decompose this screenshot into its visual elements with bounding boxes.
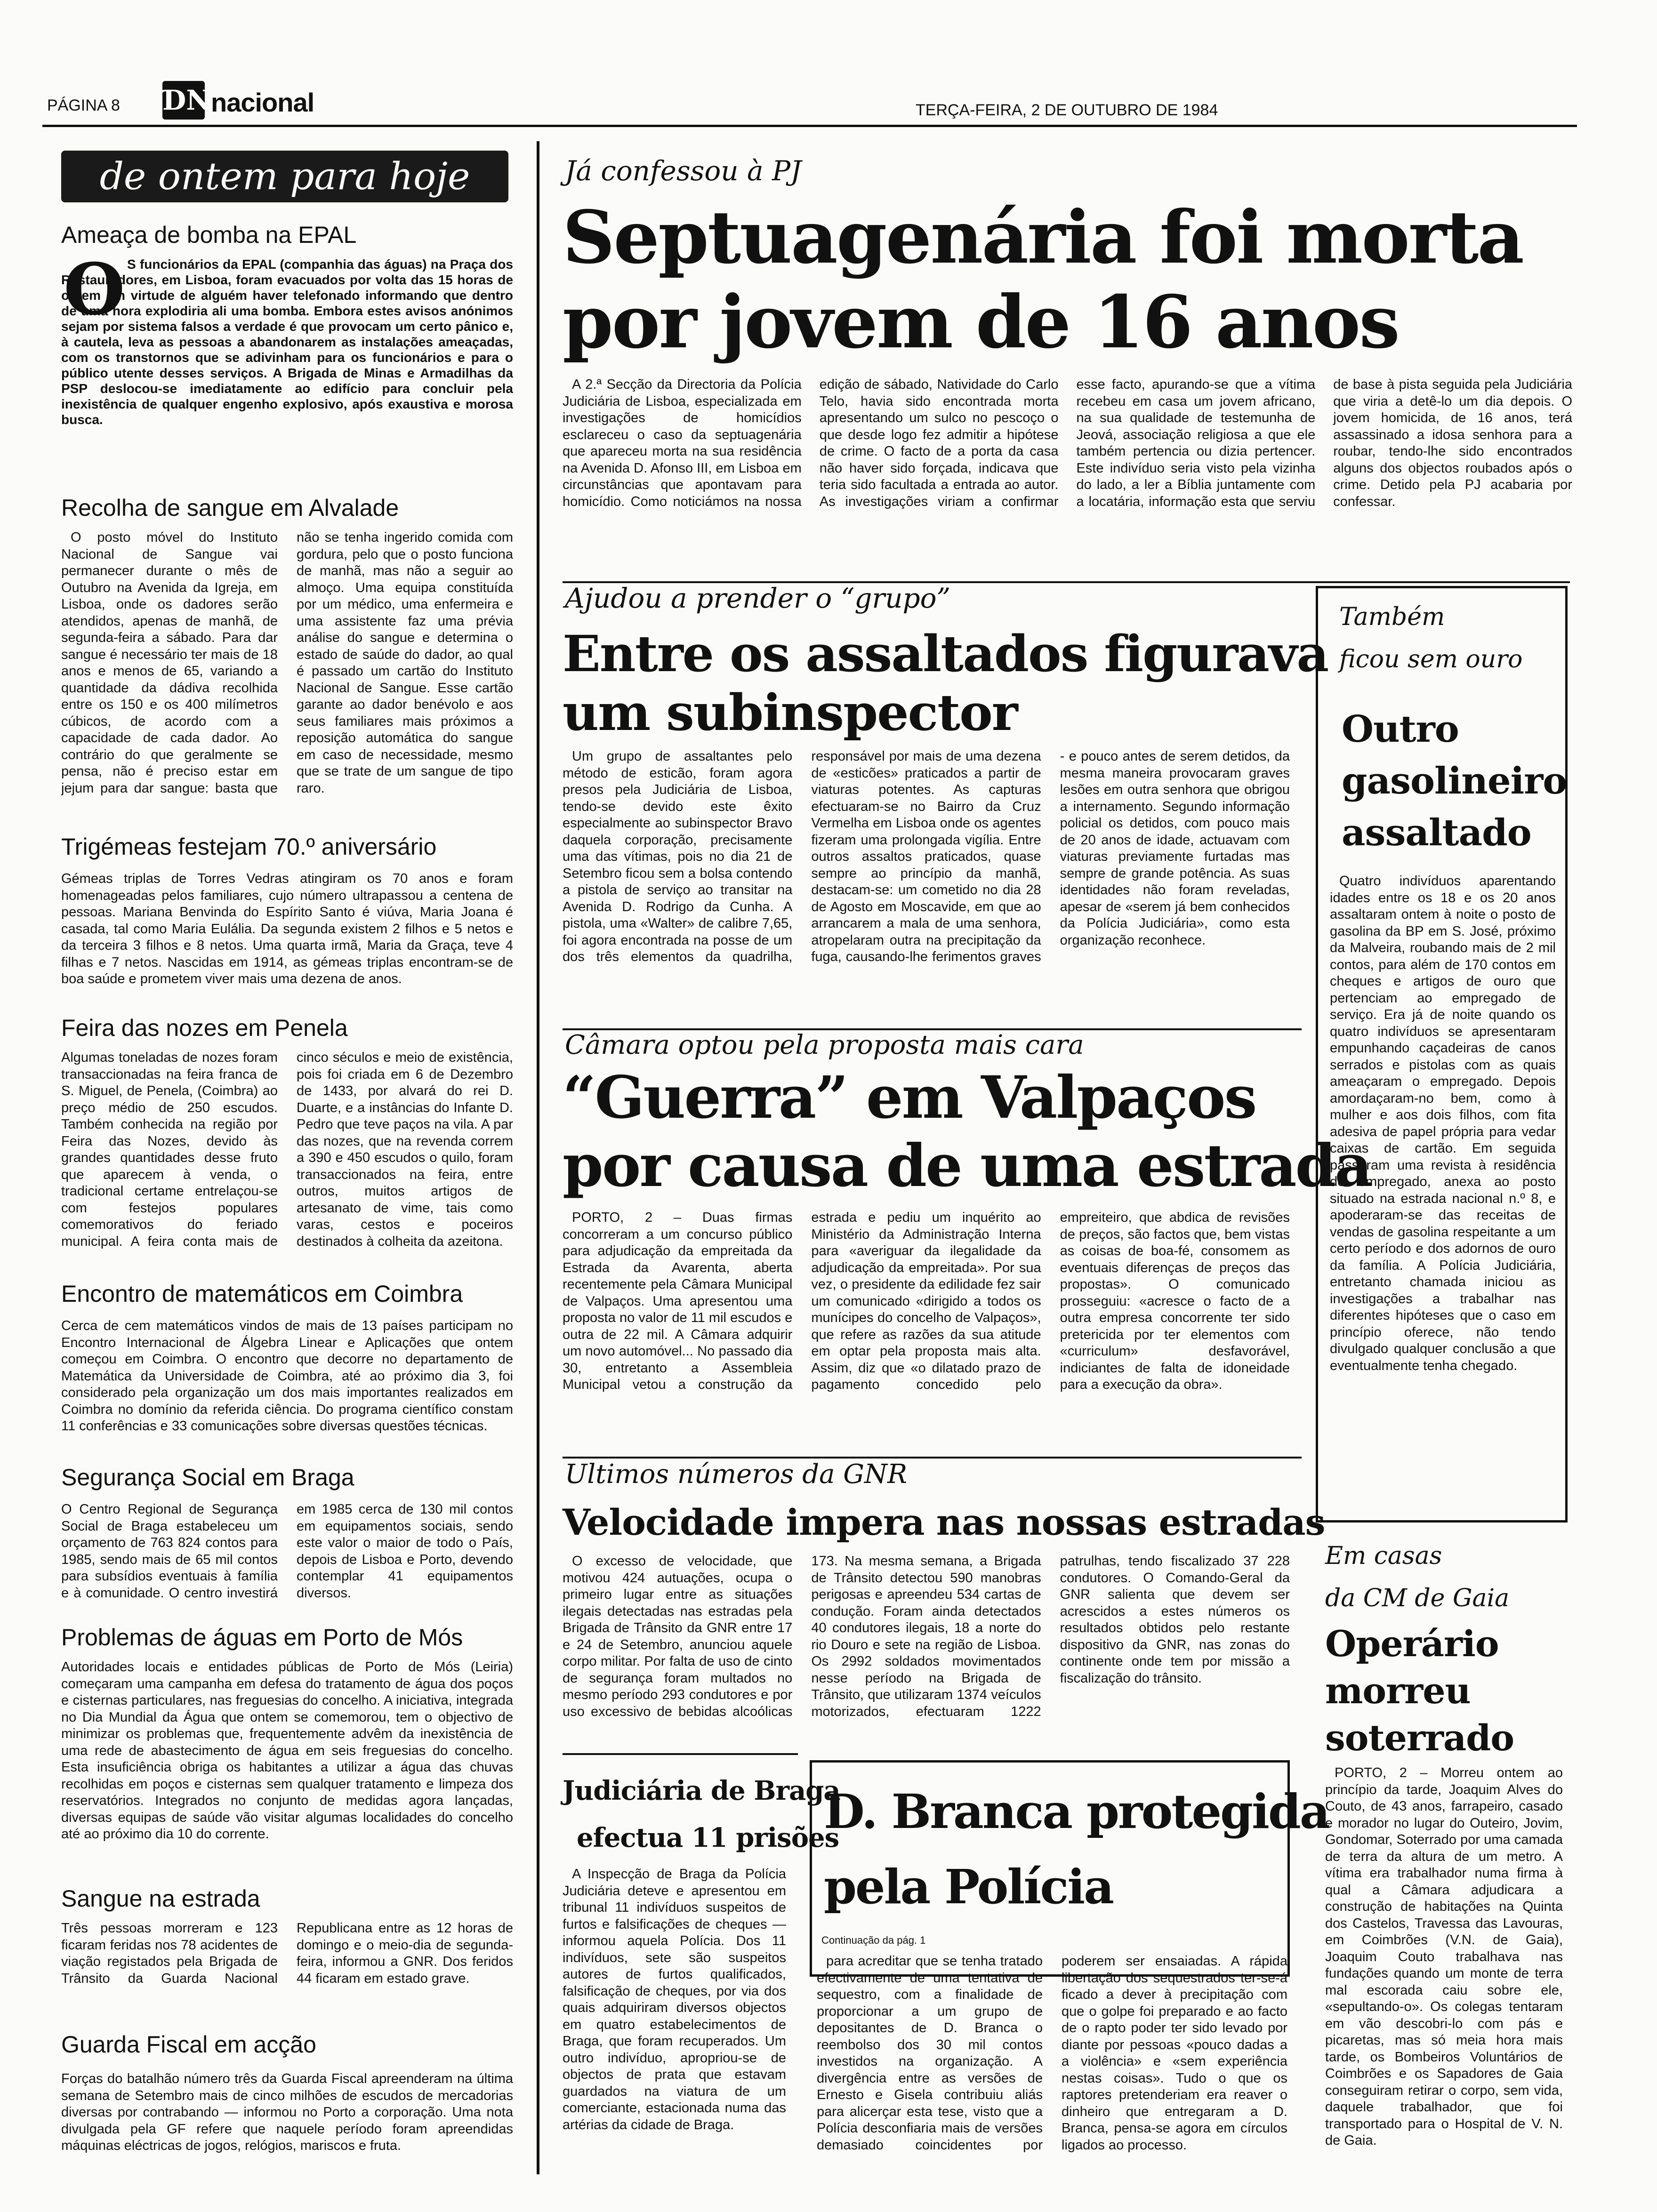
gas-headline-1: Outro [1342, 708, 1459, 751]
group-headline-2: um subinspector [563, 683, 1017, 742]
water-text: Autoridades locais e entidades públicas de Porto de Mós (Leiria) começaram uma campanha em defesa do tratamento de água dos poços e cisternas particulares, nas freguesias do concelho. A iniciativa, integrada no Dia Mundial da Água que ontem se comemorou, tem o objectivo de minimizar os problemas que, frequentemente advêm da inexistência de uma rede de abastecimento de água em seis freguesias do concelho. Esta insuficiência obriga os habitantes a utilizar a água das chuvas recolhidas em poços e cisternas sem qualquer tratamento e limpeza dos reservatórios. Integrados no conjunto de medidas agora lançadas, diversas equipas de saúde vão visitar algumas localidades do concelho até ao próximo dia 10 do corrente. [61, 1659, 513, 1842]
gnr-headline: Velocidade impera nas nossas estradas [563, 1501, 1325, 1543]
header-rule [42, 125, 1577, 127]
braga-headline-1: Judiciária de Braga [563, 1775, 840, 1806]
gaia-headline-1: Operário [1325, 1623, 1499, 1665]
triplets-title: Trigémeas festejam 70.º aniversário [61, 834, 437, 860]
issue-date: TERÇA-FEIRA, 2 DE OUTUBRO DE 1984 [916, 101, 1218, 119]
murder-kicker: Já confessou à PJ [565, 155, 802, 187]
bomb-text: S funcionários da EPAL (companhia das águas) na Praça dos Restauradores, em Lisboa, foram evacuados por volta das 15 horas de ontem em virtude de alguém haver telefonado informando que dentro de uma hora explodiria ali uma bomba. Embora estes avisos anónimos sejam por sistema falsos a verdade é que provocam um certo pânico e, à cautela, leva as pessoas a abandonarem as instalações ameaçadas, com os transtornos que se adivinham para os funcionários e para o público utente desses serviços. A Brigada de Minas e Armadilhas da PSP deslocou-se imediatamente ao edifício para concluir pela inexistência de qualquer engenho explosivo, após exaustiva e morosa busca. [61, 257, 513, 427]
gas-kicker-2: ficou sem ouro [1339, 645, 1523, 673]
branca-headline-2: pela Polícia [824, 1859, 1113, 1915]
page-number: PÁGINA 8 [47, 96, 120, 114]
group-kicker: Ajudou a prender o “grupo” [565, 582, 951, 614]
gnr-kicker: Ultimos números da GNR [565, 1459, 908, 1490]
gas-kicker-1: Também [1339, 603, 1445, 631]
bomb-title: Ameaça de bomba na EPAL [61, 222, 357, 248]
road-text: Três pessoas morreram e 123 ficaram feridas nos 78 acidentes de viação registados pela Brigada de Trânsito da Guarda Nacional Republicana entre as 12 horas de domingo e o meio-dia de segunda-feira, informou a GNR. Dos feridos 44 ficaram em estado grave. [61, 1921, 513, 1986]
branca-continuation: Continuação da pág. 1 [821, 1934, 926, 1946]
math-title: Encontro de matemáticos em Coimbra [61, 1281, 463, 1307]
murder-text: A 2.ª Secção da Directoria da Polícia Judiciária de Lisboa, especializada em investigações de homicídios esclareceu o caso da septuagenária que apareceu morta na sua residência na Avenida D. Afonso III, em Lisboa em circunstâncias que apontavam para homicídio. Como noticiámos na nossa edição de sábado, Natividade do Carlo Telo, havia sido encontrada morta apresentando um sulco no pescoço o que desde logo fez admitir a hipótese de crime. O facto de a porta da casa não haver sido forçada, indicava que teria sido facultada a entrada ao autor. As investigações viriam a confirmar esse facto, apurando-se que a vítima recebeu em casa um jovem africano, na sua qualidade de testemunha de Jeová, associação religiosa a que ele também pertencia ou dizia pertencer. Este indivíduo seria visto pela vizinha do lado, a ler a Bíblia juntamente com a locatária, informação esta que serviu de base à pista seguida pela Judiciária que viria a detê-lo um dia depois. O jovem homicida, de 16 anos, terá assassinado a idosa senhora para a roubar, tendo-lhe sido encontrados alguns dos objectos roubados após o crime. Detido pela PJ acabaria por confessar. [563, 377, 1572, 509]
branca-text: para acreditar que se tenha tratado efectivamente de uma tentativa de sequestro, com a finalidade de proporcionar a um grupo de depositantes de D. Branca o reembolso dos 30 mil contos investidos na organização. A divergência entre as versões de Ernesto e Gisela contribuiu aliás para alicerçar esta tese, visto que a Polícia desconfiaria mais de versões demasiado coincidentes por poderem ser ensaiadas. A rápida libertação dos sequestrados ter-se-á ficado a dever à precipitação com que o golpe foi preparado e ao facto de o rapto poder ter sido levado por diante por pessoas «pouco dadas a a violência» e «sem experiência nestas coisas». Tudo o que os raptores pretenderiam era reaver o dinheiro que entregaram a D. Branca, pensa-se agora em círculos ligados ao processo. [817, 1954, 1287, 2153]
braga-top-rule [563, 1753, 798, 1755]
braga-text: A Inspecção de Braga da Polícia Judiciária deteve e apresentou em tribunal 11 indivíduos suspeitos de furtos e falsificações de cheques — informou aquela Polícia. Dos 11 indivíduos, sete são suspeitos autores de furtos qualificados, falsificação de cheques, por via dos quais adquiriram diversos objectos em quatro estabelecimentos de Braga, que foram recuperados. Um outro indivíduo, apropriou-se de objectos de prata que estavam guardados na viatura de um comerciante, estacionada numa das artérias da cidade de Braga. [563, 1867, 786, 2132]
nuts-title: Feira das nozes em Penela [61, 1015, 348, 1041]
math-text: Cerca de cem matemáticos vindos de mais de 13 países participam no Encontro Internacional de Álgebra Linear e Aplicações que ontem começou em Coimbra. O encontro que decorre no departamento de Matemática da Universidade de Coimbra, até ao próximo dia 3, foi considerado pela organização um dos mais importantes realizados em Coimbra no domínio da referida ciência. Do programa científico constam 11 conferências e 33 comunicações sobre diversas questões técnicas. [61, 1318, 513, 1434]
left-banner-title: de ontem para hoje [99, 154, 470, 198]
section-name: nacional [211, 88, 314, 117]
branca-headline-1: D. Branca protegida [824, 1784, 1329, 1839]
murder-headline-1: Septuagenária foi morta [563, 195, 1523, 280]
dn-logo: ƊN [162, 81, 205, 120]
gaia-headline-2: morreu [1325, 1670, 1471, 1712]
gas-text: Quatro indivíduos aparentando idades entre os 18 e os 20 anos assaltaram ontem à noite o posto de gasolina da BP em S. José, próximo da Malveira, roubando mais de 2 mil contos, para além de 170 contos em cheques e artigos de ouro que pertenciam ao empregado de serviço. Era já de noite quando os quatro indivíduos se apresentaram empunhando caçadeiras de canos serrados e pistolas com as quais ameaçaram o empregado. Depois amordaçaram-no bem, como à mulher e aos dois filhos, com fita adesiva de papel própria para vedar caixas de cartão. Em seguida passaram uma revista à residência do empregado, anexa ao posto situado na estrada nacional n.º 8, e apoderaram-se das receitas de vendas de gasolina respeitante a um certo período e dos adornos de ouro da família. A Polícia Judiciária, entretanto chamada iniciou as investigações a trabalhar nas diferentes hipóteses que o caso em princípio oferece, não tendo divulgado qualquer conclusão a que eventualmente tenha chegado. [1330, 874, 1556, 1373]
group-headline-1: Entre os assaltados figurava [563, 624, 1328, 683]
valpacos-headline-2: por causa de uma estrada [563, 1132, 1371, 1200]
blood-text: O posto móvel do Instituto Nacional de Sangue vai permanecer durante o mês de Outubro na Avenida da Igreja, em Lisboa, onde os dadores serão atendidos, apenas de manhã, de segunda-feira a sábado. Para dar sangue é necessário ter mais de 18 anos e menos de 65, variando a quantidade da dádiva recolhida entre os 150 e os 400 milímetros cúbicos, de acordo com a capacidade de cada dador. Ao contrário do que geralmente se pensa, não é preciso estar em jejum para dar sangue: basta que não se tenha ingerido comida com gordura, pelo que o posto funciona de manhã, mas não a seguir ao almoço. Uma equipa constituída por um médico, uma enfermeira e uma assistente faz uma prévia análise do sangue e determina o estado de saúde do dador, ao qual é passado um cartão do Instituto Nacional de Sangue. Esse cartão garante ao dador benévolo e aos seus familiares mais próximos a reposição automática do sangue em caso de necessidade, mesmo que se trate de um sangue de tipo raro. [61, 530, 513, 796]
blood-title: Recolha de sangue em Alvalade [61, 495, 399, 521]
gas-headline-3: assaltado [1342, 811, 1531, 854]
social-title: Segurança Social em Braga [61, 1464, 354, 1491]
gas-headline-2: gasolineiro [1342, 760, 1567, 802]
valpacos-text: PORTO, 2 – Duas firmas concorreram a um concurso público para adjudicação da empreitada da Estrada da Avarenta, aberta recentemente pela Câmara Municipal de Valpaços. Uma apresentou uma proposta no valor de 11 mil escudos e outra de 22 mil. A Câmara adquirir um novo automóvel... No passado dia 30, entretanto a Assembleia Municipal vetou a construção da estrada e pediu um inquérito ao Ministério da Administração Interna para «averiguar da ilegalidade da adjudicação da empreitada». Por sua vez, o presidente da edilidade fez sair um comunicado «dirigido a todos os munícipes do concelho de Valpaços», que refere as razões da sua atitude em optar pela proposta mais alta. Assim, diz que «o dilatado prazo de pagamento concedido pelo empreiteiro, que abdica de revisões de preços, são factos que, bem vistas as coisas de boa-fé, consomem as eventuais diferenças de preços das propostas». O comunicado prosseguiu: «acresce o facto de a outra empresa concorrente ter sido pretericida por ter elementos com «curriculum» desfavorável, indiciantes de falta de idoneidade para a execução da obra». [563, 1210, 1290, 1392]
guard-title: Guarda Fiscal em acção [61, 2031, 316, 2058]
left-column-rule [537, 141, 539, 2174]
valpacos-kicker: Câmara optou pela proposta mais cara [565, 1030, 1084, 1060]
valpacos-headline-1: “Guerra” em Valpaços [563, 1064, 1256, 1132]
nuts-text: Algumas toneladas de nozes foram transaccionadas na feira franca de S. Miguel, de Penela, (Coimbra) ao preço médio de 250 escudos. Também conhecida na região por Feira das Nozes, devido às grandes quantidades desse fruto que aparecem à venda, o tradicional certame entrelaçou-se com festejos populares comemorativos do feriado municipal. A feira conta mais de cinco séculos e meio de existência, pois foi criada em 6 de Dezembro de 1433, por alvará do rei D. Duarte, e a instâncias do Infante D. Pedro que teve paços na vila. A par das nozes, que na revenda correm a 390 e 450 escudos o quilo, foram transaccionados na feira, entre outros, muitos artigos de artesanato de vime, tais como varas, cestos e poceiros destinados à colheita da azeitona. [61, 1050, 513, 1249]
braga-headline-2: efectua 11 prisões [577, 1822, 839, 1853]
gnr-top-rule [563, 1457, 1302, 1459]
road-title: Sangue na estrada [61, 1885, 260, 1912]
gaia-text: PORTO, 2 – Morreu ontem ao princípio da tarde, Joaquim Alves do Couto, de 43 anos, farrapeiro, casado e morador no lugar do Outeiro, Jovim, Gondomar, Soterrado por uma camada de terra da altura de um metro. A vítima era trabalhador numa firma à qual a Câmara adjudicara a construção de habitações na Quinta dos Castelos, Travessa das Lavouras, em Coimbrões (V.N. de Gaia), Joaquim Couto trabalhava nas fundações quando um monte de terra mal escorada caiu sobre ele, «sepultando-o». Os colegas tentaram em vão descobri-lo com pás e picaretas, mas só meia hora mais tarde, os Bombeiros Voluntários de Coimbrões e os Sapadores de Gaia conseguiram retirar o corpo, sem vida, daquele trabalhador, que foi transportado para o Hospital de V. N. de Gaia. [1325, 1765, 1563, 2148]
murder-headline-2: por jovem de 16 anos [563, 280, 1399, 365]
guard-text: Forças do batalhão número três da Guarda Fiscal apreenderam na última semana de Setembro mais de cinco milhões de escudos de mercadorias diversas por contrabando — informou no Porto a corporação. Uma nota divulgada pela GF refere que naquele período foram apreendidas máquinas eléctricas de jogos, relógios, mariscos e fruta. [61, 2071, 513, 2153]
gaia-headline-3: soterrado [1325, 1717, 1514, 1759]
gaia-kicker-1: Em casas [1325, 1542, 1442, 1570]
water-title: Problemas de águas em Porto de Mós [61, 1624, 463, 1651]
gaia-kicker-2: da CM de Gaia [1325, 1584, 1510, 1612]
bomb-dropcap: O [64, 248, 125, 331]
triplets-text: Gémeas triplas de Torres Vedras atingiram os 70 anos e foram homenageadas pelos familiares, cujo número ultrapassou a centena de pessoas. Mariana Benvinda do Espírito Santo é viúva, Maria Joana é casada, tal como Maria Eulália. Da segunda existem 2 filhos e 5 netos e da terceira 3 filhos e 8 netos. Uma quarta irmã, Maria da Graça, teve 4 filhas e 7 netos. Nascidas em 1914, as gémeas triplas encontram-se de boa saúde e prometem viver mais uma dezena de anos. [61, 871, 513, 986]
gnr-text: O excesso de velocidade, que motivou 424 autuações, ocupa o primeiro lugar entre as situações ilegais detectadas nas estradas pela Brigada de Trânsito da GNR entre 17 e 24 de Setembro, anunciou aquele corpo militar. Por falta de uso de cinto de segurança foram multados no mesmo período 293 condutores e por uso excessivo de bebidas alcoólicas 173. Na mesma semana, a Brigada de Trânsito detectou 590 manobras perigosas e apreendeu 534 cartas de condução. Foram ainda detectados 40 condutores ilegais, 18 a norte do rio Douro e sete na região de Lisboa. Os 2992 soldados movimentados nesse período na Brigada de Trânsito, que utilizaram 1374 veículos motorizados, efectuaram 1222 patrulhas, tendo fiscalizado 37 228 condutores. O Comando-Geral da GNR salienta que devem ser acrescidos a estes números os resultados obtidos pelo restante dispositivo da GNR, nas zonas do continente onde tem por missão a fiscalização do trânsito. [563, 1554, 1290, 1719]
group-text: Um grupo de assaltantes pelo método de esticão, foram agora presos pela Judiciária de Lisboa, tendo-se devido este êxito especialmente ao subinspector Bravo daquela corporação, precisamente uma das vítimas, pois no dia 21 de Setembro ficou sem a bolsa contendo a pistola de serviço ao transitar na Avenida D. Rodrigo da Cunha. A pistola, uma «Walter» de calibre 7,65, foi agora encontrada na posse de um dos três elementos da quadrilha, responsável por mais de uma dezena de «esticões» praticados a partir de viaturas potentes. As capturas efectuaram-se no Bairro da Cruz Vermelha em Lisboa onde os agentes fizeram uma prolongada vigília. Entre outros assaltos praticados, quase sempre ao princípio da manhã, destacam-se: um cometido no dia 28 de Agosto em Moscavide, em que ao arrancarem a mala de uma senhora, atropelaram outra na precipitação da fuga, causando-lhe ferimentos graves - e pouco antes de serem detidos, da mesma maneira provocaram graves lesões em outra senhora que obrigou a internamento. Segundo informação policial os detidos, com pouco mais de 20 anos de idade, actuavam com viaturas previamente furtadas mas sempre de grande potência. As suas identidades não foram reveladas, apesar de «serem já bem conhecidos da Polícia Judiciária», como esta organização reconhece. [563, 749, 1290, 964]
social-text: O Centro Regional de Segurança Social de Braga estabeleceu um orçamento de 763 824 contos para 1985, sendo mais de 65 mil contos para subsídios eventuais à família e à comunidade. O centro investirá em 1985 cerca de 130 mil contos em equipamentos sociais, sendo este valor o maior de todo o País, depois de Lisboa e Porto, devendo contemplar 41 equipamentos diversos. [61, 1502, 513, 1601]
